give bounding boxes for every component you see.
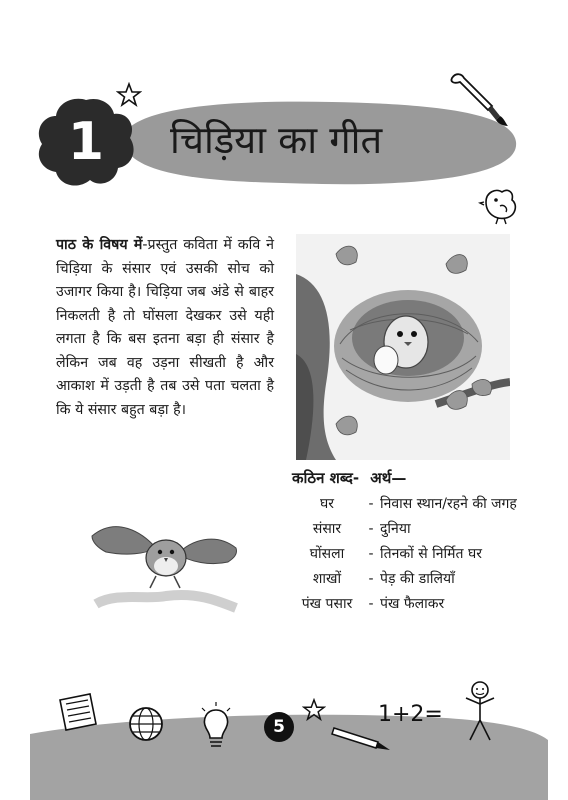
stick-figure-icon [460, 680, 500, 744]
intro-paragraph [56, 234, 274, 422]
notebook-icon [54, 690, 100, 734]
vocabulary-row [292, 594, 522, 615]
vocabulary-dash: - [368, 496, 374, 512]
flying-bird-illustration [86, 496, 246, 618]
vocabulary-header-meaning: अर्थ— [370, 469, 407, 487]
star-icon [302, 698, 326, 722]
vocabulary-row [292, 494, 522, 515]
star-icon [116, 82, 142, 108]
lightbulb-icon [198, 702, 234, 752]
footer-math-doodle: 1+2= [378, 702, 443, 727]
vocabulary-row [292, 519, 522, 540]
vocabulary-header-term: कठिन शब्द- [292, 469, 360, 487]
vocabulary-term: घोंसला [309, 546, 345, 562]
chapter-number: 1 [67, 112, 105, 172]
page-number-badge: 5 [264, 712, 294, 742]
intro-heading: पाठ के विषय में [56, 237, 143, 253]
vocabulary-meaning: पेड़ की डालियाँ [380, 571, 455, 587]
nest-with-bird-illustration [296, 234, 510, 460]
vocabulary-section [292, 466, 522, 615]
vocabulary-meaning: पंख फैलाकर [380, 596, 445, 612]
intro-body: -प्रस्तुत कविता में कवि ने चिड़िया के संसार एवं उसकी सोच को उजागर किया है। चिड़िया जब अंडे से बाहर निकलती है तो घोंसला देखकर उसे यही लगता है कि बस इतना बड़ा ही संसार है लेकिन जब वह उड़ना सीखती है और आकाश में उड़ती है तब उसे पता चलता है कि ये संसार बहुत बड़ा है। [56, 237, 275, 418]
paintbrush-icon [448, 70, 512, 128]
globe-icon [126, 704, 166, 744]
vocabulary-dash: - [368, 546, 374, 562]
vocabulary-row [292, 569, 522, 590]
vocabulary-meaning: निवास स्थान/रहने की जगह [380, 496, 517, 512]
vocabulary-dash: - [368, 571, 374, 587]
vocabulary-meaning: तिनकों से निर्मित घर [380, 546, 482, 562]
vocabulary-dash: - [368, 521, 374, 537]
bird-doodle-icon [478, 182, 522, 226]
vocabulary-term: घर [320, 496, 334, 512]
vocabulary-dash: - [368, 596, 374, 612]
vocabulary-term: पंख पसार [301, 596, 353, 612]
chapter-title: चिड़िया का गीत [170, 118, 383, 162]
vocabulary-meaning: दुनिया [380, 521, 411, 537]
vocabulary-term: संसार [312, 521, 342, 537]
vocabulary-header [292, 466, 522, 490]
vocabulary-row [292, 544, 522, 565]
vocabulary-term: शाखों [312, 571, 342, 587]
